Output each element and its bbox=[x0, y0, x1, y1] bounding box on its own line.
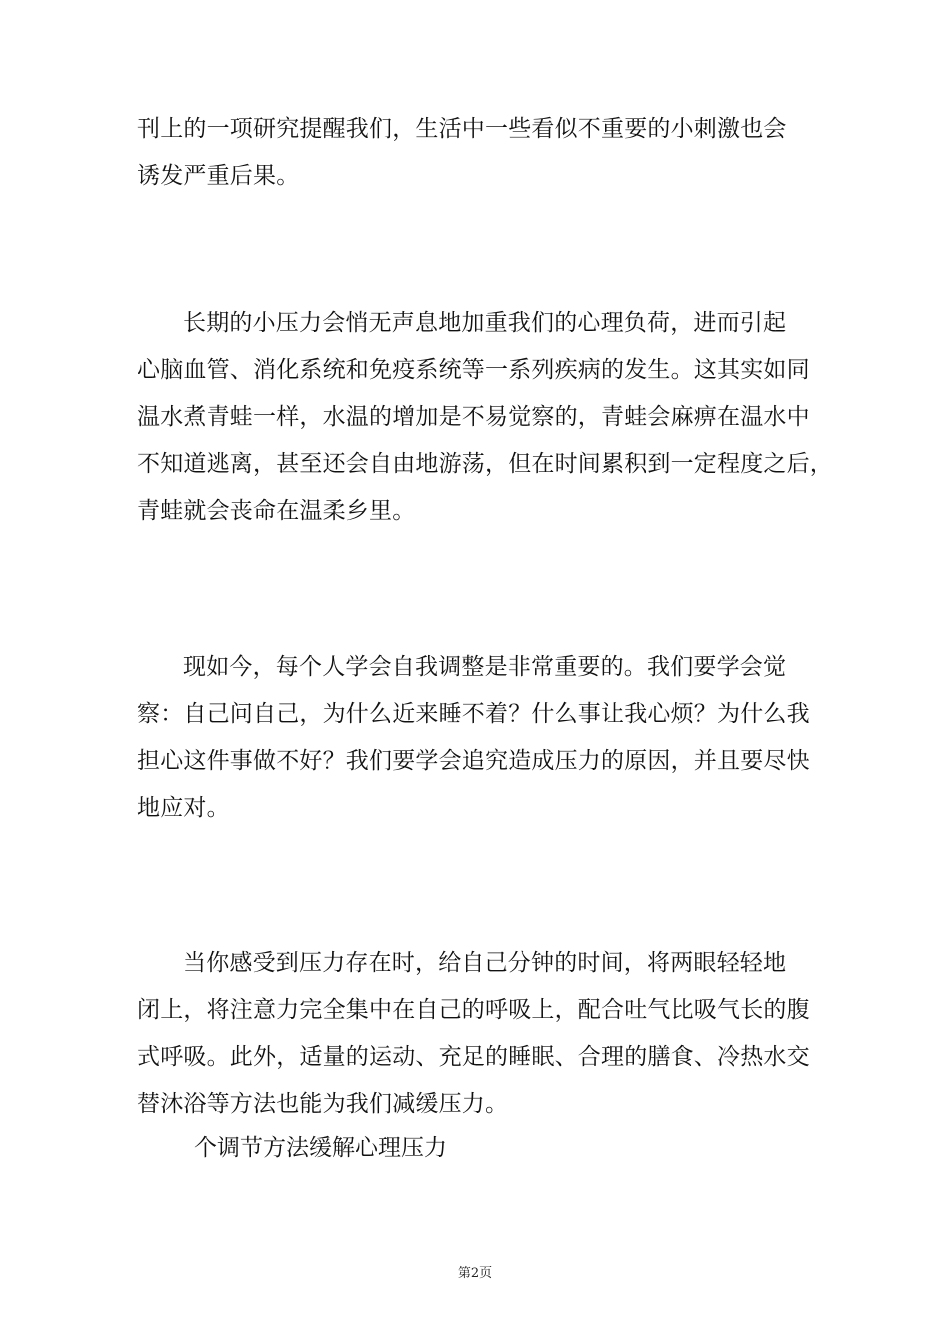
paragraph-line: 替沐浴等方法也能为我们减缓压力。 bbox=[137, 1091, 509, 1117]
page-number: 第2页 bbox=[457, 1266, 493, 1281]
paragraph-line: 担心这件事做不好？我们要学会追究造成压力的原因，并且要尽快 bbox=[137, 748, 810, 774]
paragraph-line: 心脑血管、消化系统和免疫系统等一系列疾病的发生。这其实如同 bbox=[137, 357, 810, 383]
paragraph-line: 诱发严重后果。 bbox=[137, 163, 300, 189]
paragraph-line: 地应对。 bbox=[137, 795, 230, 821]
paragraph-line: 闭上，将注意力完全集中在自己的呼吸上，配合吐气比吸气长的腹 bbox=[137, 997, 810, 1023]
paragraph-line: 当你感受到压力存在时，给自己分钟的时间，将两眼轻轻地 bbox=[183, 950, 787, 976]
paragraph-line: 长期的小压力会悄无声息地加重我们的心理负荷，进而引起 bbox=[183, 310, 787, 336]
paragraph-4 bbox=[137, 940, 827, 1128]
paragraph-line: 式呼吸。此外，适量的运动、充足的睡眠、合理的膳食、冷热水交 bbox=[137, 1044, 810, 1070]
paragraph-2 bbox=[137, 300, 833, 535]
paragraph-line: 温水煮青蛙一样，水温的增加是不易觉察的，青蛙会麻痹在温水中 bbox=[137, 404, 810, 430]
paragraph-line: 青蛙就会丧命在温柔乡里。 bbox=[137, 498, 416, 524]
paragraph-line: 现如今，每个人学会自我调整是非常重要的。我们要学会觉 bbox=[183, 654, 787, 680]
paragraph-line: 不知道逃离，甚至还会自由地游荡，但在时间累积到一定程度之后， bbox=[137, 451, 833, 477]
paragraph-line: 察：自己问自己，为什么近来睡不着？什么事让我心烦？为什么我 bbox=[137, 701, 810, 727]
paragraph-line: 刊上的一项研究提醒我们，生活中一些看似不重要的小刺激也会 bbox=[137, 116, 787, 142]
paragraph-1 bbox=[137, 106, 827, 200]
paragraph-3 bbox=[137, 644, 827, 832]
section-heading: 个调节方法缓解心理压力 bbox=[194, 1135, 447, 1161]
